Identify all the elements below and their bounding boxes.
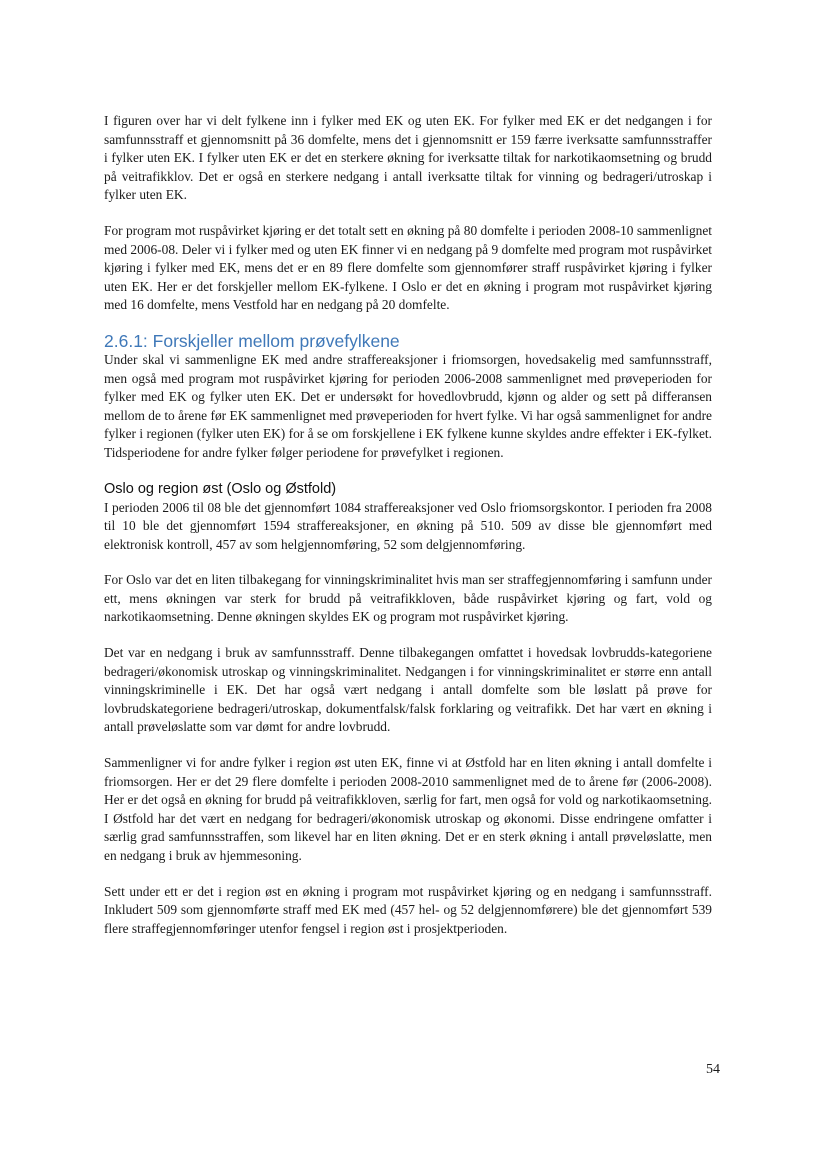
subsection-paragraph-4: Sammenligner vi for andre fylker i region øst uten EK, finne vi at Østfold har en liten økning i antall domfelte i friomsorgen. Her er det 29 flere domfelte i perioden 2008-2010 sammenlignet med de to årene før (2006-2008). Her er det også en økning for brudd på veitrafikkloven, særlig for fart, men også for vold og narkotikaomsetning. I Østfold har det vært en nedgang for bedrageri/økonomisk utroskap og økonomi. Disse endringene omfatter i særlig grad samfunnsstraffen, som likevel har en liten økning. Det er en sterk økning i antall prøveløslatte, men en nedgang i bruk av hjemmesoning. <box>104 755 712 863</box>
intro-paragraph-1: I figuren over har vi delt fylkene inn i fylker med EK og uten EK. For fylker med EK er det nedgangen i for samfunnsstraff et gjennomsnitt på 36 domfelte, mens det i gjennomsnitt er 159 færre iverksatte samfunnsstraffer i fylker uten EK. I fylker uten EK er det en sterkere økning for iverksatte tiltak for narkotikaomsetning og brudd på veitrafikklov. Det er også en sterkere nedgang i antall iverksatte tiltak for vinning og bedrageri/utroskap i fylker uten EK. <box>104 113 712 203</box>
section-paragraph: Under skal vi sammenligne EK med andre straffereaksjoner i friomsorgen, hovedsakelig med samfunnsstraff, men også med program mot ruspåvirket kjøring for perioden 2006-2008 sammenlignet med prøveperioden for fylker med EK og fylker uten EK. Det er undersøkt for hovedlovbrudd, kjønn og alder og sett på differansen mellom de to årene før EK sammenlignet med prøveperioden for hvert fylke. Vi har også sammenlignet for andre fylker i regionen (fylker uten EK) for å se om forskjellene i EK fylkene kunne skyldes andre effekter i EK-fylket. Tidsperiodene for andre fylker følger periodene for prøvefylket i regionen. <box>104 351 712 460</box>
document-body <box>104 112 712 955</box>
page-number: 54 <box>706 1062 720 1077</box>
intro-paragraph-2: For program mot ruspåvirket kjøring er det totalt sett en økning på 80 domfelte i perioden 2008-10 sammenlignet med 2006-08. Deler vi i fylker med og uten EK finner vi en nedgang på 9 domfelte med program mot ruspåvirket kjøring i fylker med EK, mens det er en 89 flere domfelte som gjennomfører straff ruspåvirket kjøring i fylker uten EK. Her er det forskjeller mellom EK-fylkene. I Oslo er det en økning i program mot ruspåvirket kjøring med 16 domfelte, mens Vestfold har en nedgang på 20 domfelte. <box>104 222 712 313</box>
subsection-heading: Oslo og region øst (Oslo og Østfold) <box>104 480 337 497</box>
subsection-paragraph-2: For Oslo var det en liten tilbakegang for vinningskriminalitet hvis man ser straffegjennomføring i samfunn under ett, mens økningen var sterk for brudd på veitrafikkloven, både ruspåvirket kjøring og fart, vold og narkotikaomsetning. Denne økningen skyldes EK og program mot ruspåvirket kjøring. <box>104 572 712 625</box>
section-heading: 2.6.1: Forskjeller mellom prøvefylkene <box>104 330 400 351</box>
subsection-paragraph-5: Sett under ett er det i region øst en økning i program mot ruspåvirket kjøring og en nedgang i samfunnsstraff. Inkludert 509 som gjennomførte straff med EK med (457 hel- og 52 delgjennomførere) ble det gjennomført 539 flere straffegjennomføringer utenfor fengsel i region øst i prosjektperioden. <box>104 883 712 936</box>
subsection-paragraph-1: I perioden 2006 til 08 ble det gjennomført 1084 straffereaksjoner ved Oslo friomsorgskontor. I perioden fra 2008 til 10 ble det gjennomført 1594 straffereaksjoner, en økning på 510. 509 av disse ble gjennomført med elektronisk kontroll, 457 av som helgjennomføring, 52 som delgjennomføring. <box>104 499 712 552</box>
subsection-paragraph-3: Det var en nedgang i bruk av samfunnsstraff. Denne tilbakegangen omfattet i hovedsak lovbrudds-kategoriene bedrageri/økonomisk utroskap og vinningskriminalitet. Nedgangen i for vinningskriminalitet er større enn antall vinningskriminelle i EK. Det har også vært nedgang i antall domfelte som ble løslatt på prøve for lovbrudskategoriene bedrageri/utroskap, dokumentfalsk/falsk forklaring og veitrafikk. Det har vært en økning i antall prøveløslatte som var dømt for andre lovbrudd. <box>104 645 712 735</box>
